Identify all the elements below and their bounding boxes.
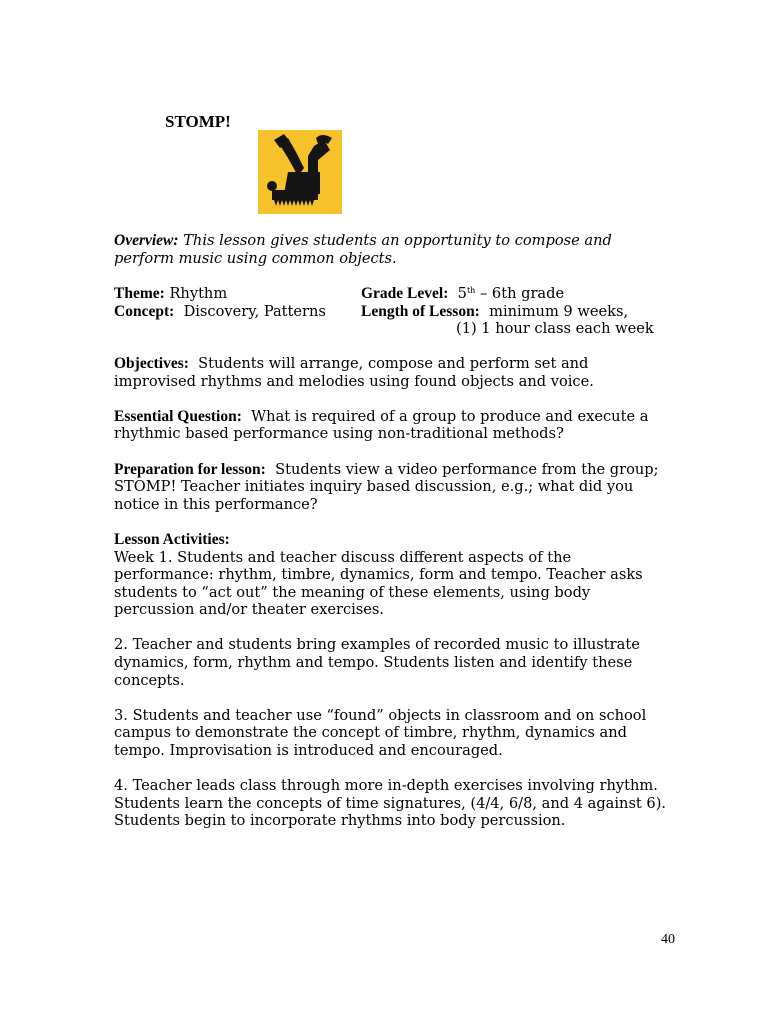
- stomp-logo: [258, 130, 342, 214]
- theme-label: Theme:: [114, 285, 165, 303]
- preparation-section: [114, 461, 674, 514]
- grade-value-range: – 6th grade: [475, 285, 565, 303]
- length-row: [361, 303, 674, 321]
- stomp-figure-logo-icon: [258, 130, 342, 214]
- activity-item: 4. Teacher leads class through more in-depth exercises involving rhythm. Students learn the concepts of time signatures, (4/4, 6/8, and 4 against 6). Students begin to incorporate rhythms into body percussion.: [114, 777, 667, 830]
- meta-spacer: [114, 320, 361, 338]
- essential-question-text: What is required of a group to produce and execute a rhythmic based performance using non-traditional methods?: [114, 407, 649, 443]
- grade-row: [361, 285, 674, 303]
- preparation-text: Students view a video performance from the group; STOMP! Teacher initiates inquiry based discussion, e.g.; what did you notice in this performance?: [114, 460, 659, 513]
- theme-value: Rhythm: [169, 285, 228, 303]
- objectives-text: Students will arrange, compose and perform set and improvised rhythms and melodies using found objects and voice.: [114, 354, 594, 390]
- overview-section: [114, 232, 674, 267]
- activity-item: Week 1. Students and teacher discuss different aspects of the performance: rhythm, timbre, dynamics, form and tempo. Teacher asks students to “act out” the meaning of these elements, using body percussion and/or theater exercises.: [114, 548, 643, 619]
- length-label: Length of Lesson:: [361, 302, 480, 320]
- essential-question-section: [114, 408, 674, 443]
- lesson-content: [114, 232, 674, 848]
- overview-text: This lesson gives students an opportunity to compose and perform music using common objects.: [114, 232, 612, 267]
- overview-label: Overview:: [114, 232, 179, 249]
- lesson-meta: [114, 285, 674, 338]
- grade-value: [458, 285, 564, 302]
- page-number: 40: [661, 932, 675, 947]
- essential-question-label: Essential Question:: [114, 407, 242, 425]
- length-value: minimum 9 weeks,: [489, 302, 629, 320]
- grade-value-number: 5: [457, 285, 467, 303]
- objectives-label: Objectives:: [114, 354, 189, 372]
- grade-superscript: th: [466, 286, 476, 296]
- activity-item: 3. Students and teacher use “found” objects in classroom and on school campus to demonstrate the concept of timbre, rhythm, dynamics and tempo. Improvisation is introduced and encouraged.: [114, 706, 647, 760]
- concept-row: [114, 303, 361, 321]
- concept-value: Discovery, Patterns: [183, 302, 326, 320]
- length-detail: (1) 1 hour class each week: [456, 320, 654, 338]
- theme-row: [114, 285, 361, 303]
- grade-label: Grade Level:: [361, 285, 449, 303]
- preparation-label: Preparation for lesson:: [114, 460, 266, 478]
- concept-label: Concept:: [114, 302, 175, 320]
- objectives-section: [114, 355, 674, 390]
- activities-section: [114, 531, 674, 830]
- page-title: STOMP!: [165, 112, 231, 131]
- activity-item: 2. Teacher and students bring examples of recorded music to illustrate dynamics, form, rhythm and tempo. Students listen and identify these concepts.: [114, 636, 640, 689]
- activities-label: Lesson Activities:: [114, 530, 230, 548]
